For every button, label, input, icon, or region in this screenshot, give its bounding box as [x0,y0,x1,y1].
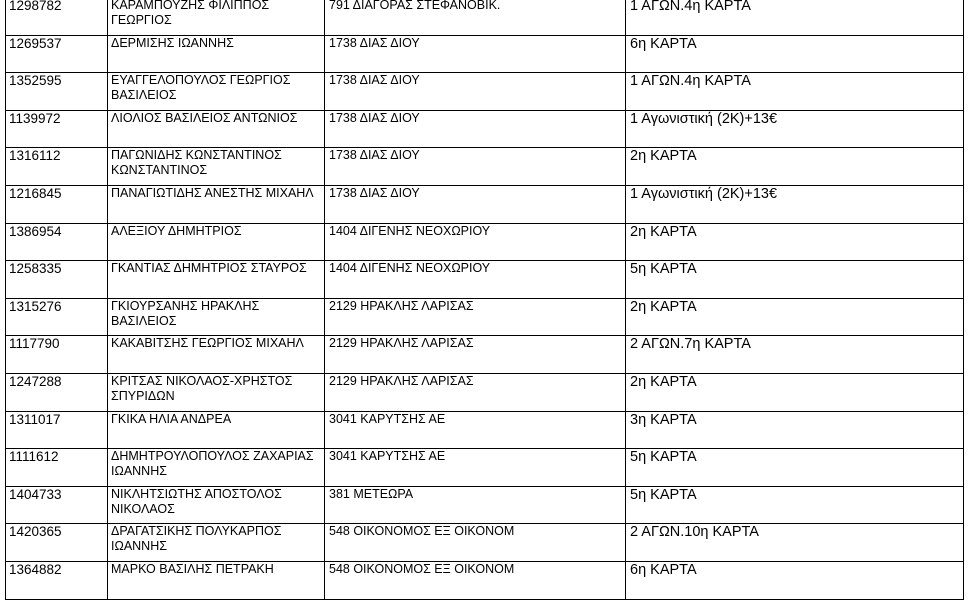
team-text: 548 ΟΙΚΟΝΟΜΟΣ ΕΞ ΟΙΚΟΝΟΜ [329,561,515,576]
player-id-cell [6,73,108,111]
team-cell [325,524,626,562]
penalty-text: 1 Αγωνιστική (2Κ)+13€ [630,185,778,202]
player-id-cell [6,35,108,73]
player-id-cell [6,486,108,524]
table-row [6,449,964,487]
player-name-cell [108,0,325,35]
team-cell [325,449,626,487]
player-name-text: ΠΑΝΑΓΙΩΤΙΔΗΣ ΑΝΕΣΤΗΣ ΜΙΧΑΗΛ [111,185,314,200]
player-id-text: 1386954 [9,223,62,239]
table-row [6,0,964,35]
player-name-text: ΓΚΑΝΤΙΑΣ ΔΗΜΗΤΡΙΟΣ ΣΤΑΥΡΟΣ [111,261,307,276]
team-text: 548 ΟΙΚΟΝΟΜΟΣ ΕΞ ΟΙΚΟΝΟΜ [329,524,515,539]
table-row [6,148,964,186]
player-name-cell [108,411,325,449]
team-text: 1738 ΔΙΑΣ ΔΙΟΥ [329,148,420,163]
player-id-cell [6,524,108,562]
team-text: 1738 ΔΙΑΣ ΔΙΟΥ [329,110,420,125]
player-name-cell [108,449,325,487]
penalty-text: 2 ΑΓΩΝ.7η ΚΑΡΤΑ [630,336,751,353]
penalty-cell [626,373,964,411]
player-name-cell [108,110,325,148]
table-row [6,486,964,524]
team-cell [325,73,626,111]
penalty-text: 6η ΚΑΡΤΑ [630,35,697,52]
team-cell [325,35,626,73]
penalty-cell [626,336,964,374]
penalty-cell [626,486,964,524]
table-row [6,298,964,336]
team-cell [325,298,626,336]
penalty-text: 5η ΚΑΡΤΑ [630,261,697,278]
player-name-text: ΚΑΚΑΒΙΤΣΗΣ ΓΕΩΡΓΙΟΣ ΜΙΧΑΗΛ [111,336,304,351]
penalty-text: 2η ΚΑΡΤΑ [630,298,697,315]
team-cell [325,185,626,223]
player-id-text: 1420365 [9,524,62,540]
penalty-cell [626,73,964,111]
player-name-text: ΚΑΡΑΜΠΟΥΖΗΣ ΦΙΛΙΠΠΟΣ ΓΕΩΡΓΙΟΣ [111,0,270,27]
table-row [6,261,964,299]
player-name-cell [108,561,325,599]
team-cell [325,373,626,411]
player-id-cell [6,298,108,336]
penalty-cell [626,148,964,186]
team-text: 1738 ΔΙΑΣ ΔΙΟΥ [329,73,420,88]
penalty-cell [626,298,964,336]
player-id-cell [6,148,108,186]
team-cell [325,223,626,261]
table-row [6,110,964,148]
team-cell [325,261,626,299]
table-row [6,73,964,111]
team-cell [325,0,626,35]
player-id-text: 1258335 [9,261,62,277]
player-id-text: 1117790 [9,336,60,352]
penalty-text: 2η ΚΑΡΤΑ [630,373,697,390]
table-row [6,373,964,411]
player-name-cell [108,298,325,336]
player-name-text: ΑΛΕΞΙΟΥ ΔΗΜΗΤΡΙΟΣ [111,223,242,238]
player-name-text: ΔΕΡΜΙΣΗΣ ΙΩΑΝΝΗΣ [111,35,234,50]
table-row [6,35,964,73]
team-cell [325,486,626,524]
player-id-cell [6,411,108,449]
team-text: 791 ΔΙΑΓΟΡΑΣ ΣΤΕΦΑΝΟΒΙΚ. [329,0,501,12]
player-name-cell [108,185,325,223]
player-name-text: ΠΑΓΩΝΙΔΗΣ ΚΩΝΣΤΑΝΤΙΝΟΣ ΚΩΝΣΤΑΝΤΙΝΟΣ [111,148,282,178]
team-text: 3041 ΚΑΡΥΤΣΗΣ ΑΕ [329,411,446,426]
table-row [6,336,964,374]
player-id-text: 1216845 [9,185,62,201]
table-row [6,223,964,261]
penalty-text: 5η ΚΑΡΤΑ [630,449,697,466]
team-text: 3041 ΚΑΡΥΤΣΗΣ ΑΕ [329,449,446,464]
player-name-text: ΜΑΡΚΟ ΒΑΣΙΛΗΣ ΠΕΤΡΑΚΗ [111,561,274,576]
team-text: 1738 ΔΙΑΣ ΔΙΟΥ [329,35,420,50]
player-id-cell [6,223,108,261]
penalty-text: 1 Αγωνιστική (2Κ)+13€ [630,110,778,127]
penalty-cell [626,411,964,449]
team-text: 1404 ΔΙΓΕΝΗΣ ΝΕΟΧΩΡΙΟΥ [329,261,491,276]
player-name-text: ΔΗΜΗΤΡΟΥΛΟΠΟΥΛΟΣ ΖΑΧΑΡΙΑΣ ΙΩΑΝΝΗΣ [111,449,314,479]
penalty-text: 5η ΚΑΡΤΑ [630,486,697,503]
player-id-cell [6,185,108,223]
player-name-text: ΕΥΑΓΓΕΛΟΠΟΥΛΟΣ ΓΕΩΡΓΙΟΣ ΒΑΣΙΛΕΙΟΣ [111,73,291,103]
player-id-text: 1352595 [9,73,62,89]
table-row [6,561,964,599]
team-cell [325,336,626,374]
player-id-text: 1111612 [9,449,59,465]
team-text: 1738 ΔΙΑΣ ΔΙΟΥ [329,185,420,200]
penalty-table [5,0,964,600]
penalty-text: 2η ΚΑΡΤΑ [630,223,697,240]
player-name-cell [108,261,325,299]
penalty-cell [626,35,964,73]
team-text: 2129 ΗΡΑΚΛΗΣ ΛΑΡΙΣΑΣ [329,373,474,388]
player-name-cell [108,35,325,73]
player-name-text: ΔΡΑΓΑΤΣΙΚΗΣ ΠΟΛΥΚΑΡΠΟΣ ΙΩΑΝΝΗΣ [111,524,282,554]
player-id-text: 1298782 [9,0,62,13]
table-row [6,185,964,223]
player-name-text: ΛΙΟΛΙΟΣ ΒΑΣΙΛΕΙΟΣ ΑΝΤΩΝΙΟΣ [111,110,298,125]
player-id-text: 1139972 [9,110,61,126]
team-cell [325,411,626,449]
penalty-cell [626,185,964,223]
penalty-text: 1 ΑΓΩΝ.4η ΚΑΡΤΑ [630,73,751,90]
player-id-cell [6,336,108,374]
penalty-cell [626,561,964,599]
player-id-cell [6,561,108,599]
player-id-cell [6,449,108,487]
player-name-text: ΓΚΙΟΥΡΣΑΝΗΣ ΗΡΑΚΛΗΣ ΒΑΣΙΛΕΙΟΣ [111,298,260,328]
player-id-text: 1316112 [9,148,61,164]
penalty-cell [626,0,964,35]
player-id-text: 1311017 [9,411,61,427]
team-cell [325,561,626,599]
penalty-cell [626,110,964,148]
player-id-cell [6,261,108,299]
team-text: 2129 ΗΡΑΚΛΗΣ ΛΑΡΙΣΑΣ [329,298,474,313]
player-name-cell [108,223,325,261]
penalty-text: 3η ΚΑΡΤΑ [630,411,697,428]
penalty-text: 6η ΚΑΡΤΑ [630,561,697,578]
player-name-cell [108,73,325,111]
player-name-text: ΓΚΙΚΑ ΗΛΙΑ ΑΝΔΡΕΑ [111,411,232,426]
player-id-cell [6,110,108,148]
table-body [6,0,964,599]
table-row [6,524,964,562]
player-name-cell [108,336,325,374]
penalty-text: 2 ΑΓΩΝ.10η ΚΑΡΤΑ [630,524,759,541]
player-name-cell [108,373,325,411]
player-id-cell [6,373,108,411]
player-name-text: ΝΙΚΛΗΤΣΙΩΤΗΣ ΑΠΟΣΤΟΛΟΣ ΝΙΚΟΛΑΟΣ [111,486,282,516]
penalty-text: 1 ΑΓΩΝ.4η ΚΑΡΤΑ [630,0,751,14]
team-text: 1404 ΔΙΓΕΝΗΣ ΝΕΟΧΩΡΙΟΥ [329,223,491,238]
player-name-cell [108,486,325,524]
penalty-text: 2η ΚΑΡΤΑ [630,148,697,165]
player-id-text: 1364882 [9,561,62,577]
team-text: 381 ΜΕΤΕΩΡΑ [329,486,414,501]
player-id-text: 1404733 [9,486,62,502]
penalty-cell [626,261,964,299]
player-id-text: 1315276 [9,298,62,314]
team-cell [325,148,626,186]
team-cell [325,110,626,148]
penalty-cell [626,223,964,261]
player-name-cell [108,524,325,562]
penalty-cell [626,449,964,487]
player-name-cell [108,148,325,186]
player-id-cell [6,0,108,35]
table-row [6,411,964,449]
player-name-text: ΚΡΙΤΣΑΣ ΝΙΚΟΛΑΟΣ-ΧΡΗΣΤΟΣ ΣΠΥΡΙΔΩΝ [111,373,293,403]
penalty-cell [626,524,964,562]
player-id-text: 1247288 [9,373,62,389]
player-id-text: 1269537 [9,35,62,51]
team-text: 2129 ΗΡΑΚΛΗΣ ΛΑΡΙΣΑΣ [329,336,474,351]
